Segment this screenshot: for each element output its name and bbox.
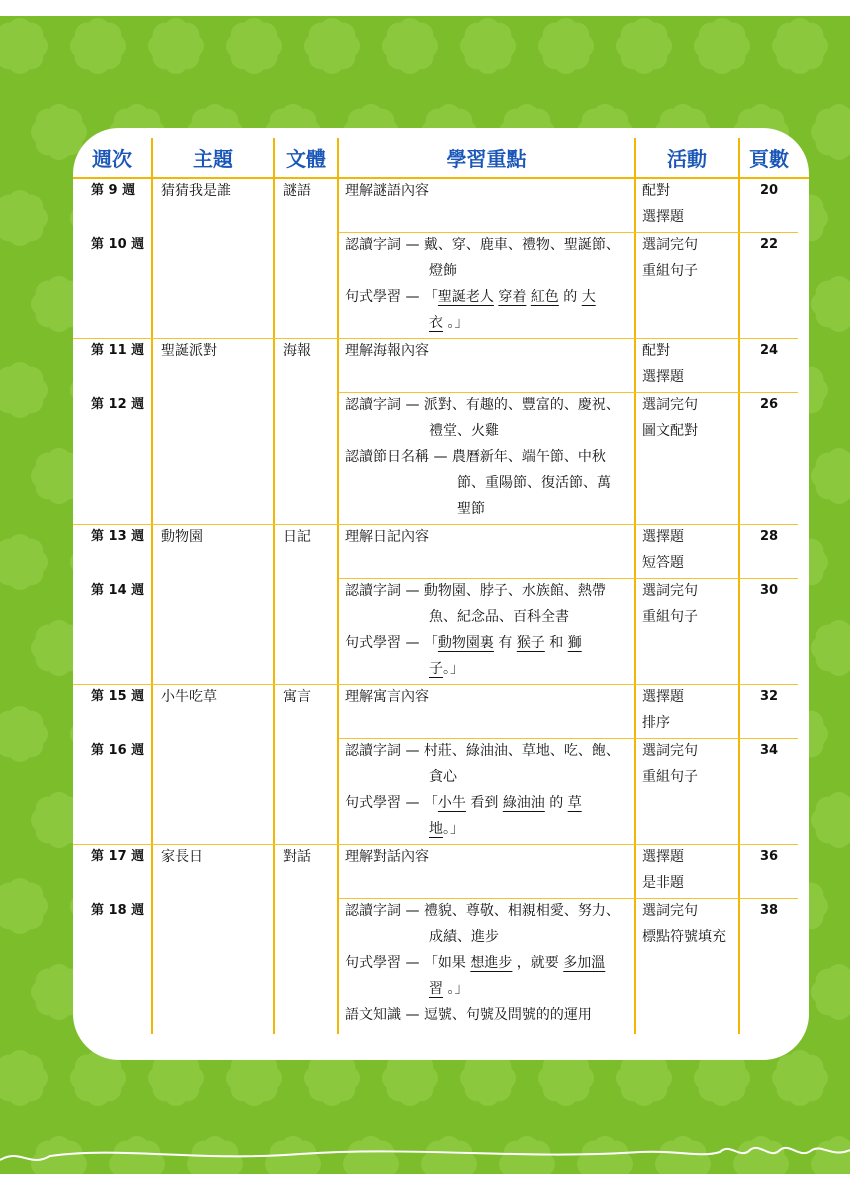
schedule-card: [73, 128, 809, 1060]
theme-label: 小牛吃草: [161, 689, 217, 705]
week-label: 第 13 週: [91, 529, 145, 544]
focus-text: 子。」: [429, 661, 464, 677]
focus-text: 句式學習 — 「如果 想進步 ，就要 多加溫: [345, 955, 606, 971]
page-number: 34: [759, 743, 779, 758]
genre-label: 謎語: [283, 183, 311, 199]
theme-label: 猜猜我是誰: [161, 183, 231, 199]
focus-text: 認讀字詞 — 動物園、脖子、水族館、熱帶: [345, 583, 606, 599]
page-number: 24: [759, 343, 779, 358]
activity-text: 短答題: [642, 555, 684, 571]
flower-icon: [811, 448, 850, 504]
focus-text: 禮堂、火雞: [429, 423, 499, 439]
header-activity: 活動: [667, 147, 707, 171]
focus-text: 認讀字詞 — 村莊、綠油油、草地、吃、飽、: [345, 743, 620, 759]
flower-icon: [811, 964, 850, 1020]
column-divider: [151, 138, 153, 1034]
week-label: 第 14 週: [91, 583, 145, 598]
activity-text: 選擇題: [642, 689, 684, 705]
focus-text: 衣 。」: [429, 315, 469, 331]
focus-text: 理解日記內容: [345, 529, 429, 545]
page-number: 38: [759, 903, 779, 918]
flower-icon: [772, 18, 828, 74]
page-number: 26: [759, 397, 779, 412]
activity-text: 配對: [642, 343, 670, 359]
flower-icon: [811, 104, 850, 160]
activity-text: 選擇題: [642, 369, 684, 385]
page-number: 28: [759, 529, 779, 544]
column-divider: [634, 138, 636, 1034]
focus-text: 魚、紀念品、百科全書: [429, 609, 569, 625]
activity-text: 選擇題: [642, 529, 684, 545]
week-label: 第 16 週: [91, 743, 145, 758]
header-genre: 文體: [286, 147, 326, 171]
focus-text: 句式學習 — 「聖誕老人 穿着 紅色 的 大: [345, 289, 596, 305]
flower-icon: [811, 792, 850, 848]
week-label: 第 15 週: [91, 689, 145, 704]
activity-text: 排序: [642, 715, 670, 731]
activity-text: 配對: [642, 183, 670, 199]
flower-icon: [0, 190, 48, 246]
focus-text: 燈飾: [429, 263, 457, 279]
activity-text: 圖文配對: [642, 423, 698, 439]
genre-label: 海報: [283, 343, 311, 359]
week-label: 第 9 週: [91, 183, 136, 198]
activity-text: 是非題: [642, 875, 684, 891]
activity-text: 標點符號填充: [642, 929, 726, 945]
focus-text: 句式學習 — 「小牛 看到 綠油油 的 草: [345, 795, 582, 811]
genre-label: 日記: [283, 529, 311, 545]
focus-text: 句式學習 — 「動物園裏 有 猴子 和 獅: [345, 635, 582, 651]
week-label: 第 12 週: [91, 397, 145, 412]
header-focus: 學習重點: [446, 147, 527, 171]
focus-text: 理解謎語內容: [345, 183, 429, 199]
header-theme: 主題: [193, 147, 233, 171]
activity-text: 選詞完句: [642, 583, 698, 599]
activity-text: 選詞完句: [642, 237, 698, 253]
week-label: 第 10 週: [91, 237, 145, 252]
flower-icon: [0, 706, 48, 762]
activity-text: 選詞完句: [642, 743, 698, 759]
focus-text: 貪心: [429, 769, 457, 785]
flower-icon: [811, 276, 850, 332]
page-number: 32: [759, 689, 779, 704]
column-divider: [273, 138, 275, 1034]
theme-label: 聖誕派對: [161, 343, 217, 359]
flower-icon: [70, 18, 126, 74]
focus-text: 語文知識 — 逗號、句號及問號的的運用: [345, 1007, 592, 1023]
flower-icon: [694, 18, 750, 74]
focus-text: 地。」: [429, 821, 464, 837]
page-number: 22: [759, 237, 779, 252]
column-divider: [337, 138, 339, 1034]
wave-line: [0, 1138, 850, 1168]
focus-text: 理解寓言內容: [345, 689, 429, 705]
page-number: 36: [759, 849, 779, 864]
activity-text: 重組句子: [642, 609, 698, 625]
activity-text: 選擇題: [642, 209, 684, 225]
focus-text: 認讀節日名稱 — 農曆新年、端午節、中秋: [345, 449, 606, 465]
page-number: 30: [759, 583, 779, 598]
focus-text: 理解海報內容: [345, 343, 429, 359]
week-label: 第 11 週: [91, 343, 145, 358]
flower-icon: [538, 18, 594, 74]
flower-icon: [226, 18, 282, 74]
schedule-table: [73, 128, 809, 1060]
activity-text: 選詞完句: [642, 903, 698, 919]
activity-text: 選詞完句: [642, 397, 698, 413]
focus-text: 認讀字詞 — 禮貌、尊敬、相親相愛、努力、: [345, 903, 620, 919]
focus-text: 認讀字詞 — 戴、穿、鹿車、禮物、聖誕節、: [345, 237, 620, 253]
page-number: 20: [759, 183, 779, 198]
theme-label: 家長日: [161, 849, 203, 865]
flower-icon: [811, 620, 850, 676]
focus-text: 節、重陽節、復活節、萬: [457, 475, 611, 491]
header-week: 週次: [92, 147, 132, 171]
focus-text: 習 。」: [429, 981, 469, 997]
flower-icon: [616, 18, 672, 74]
week-label: 第 17 週: [91, 849, 145, 864]
header-page: 頁數: [749, 147, 789, 171]
flower-icon: [0, 362, 48, 418]
flower-icon: [148, 18, 204, 74]
week-label: 第 18 週: [91, 903, 145, 918]
flower-icon: [0, 878, 48, 934]
flower-icon: [460, 18, 516, 74]
flower-icon: [304, 18, 360, 74]
focus-text: 理解對話內容: [345, 849, 429, 865]
flower-icon: [382, 18, 438, 74]
flower-icon: [0, 1050, 48, 1106]
activity-text: 重組句子: [642, 769, 698, 785]
activity-text: 重組句子: [642, 263, 698, 279]
focus-text: 認讀字詞 — 派對、有趣的、豐富的、慶祝、: [345, 397, 620, 413]
focus-text: 聖節: [457, 501, 485, 517]
flower-icon: [0, 534, 48, 590]
theme-label: 動物園: [161, 529, 203, 545]
genre-label: 寓言: [283, 689, 311, 705]
activity-text: 選擇題: [642, 849, 684, 865]
flower-icon: [0, 18, 48, 74]
focus-text: 成績、進步: [429, 929, 499, 945]
genre-label: 對話: [283, 849, 311, 865]
